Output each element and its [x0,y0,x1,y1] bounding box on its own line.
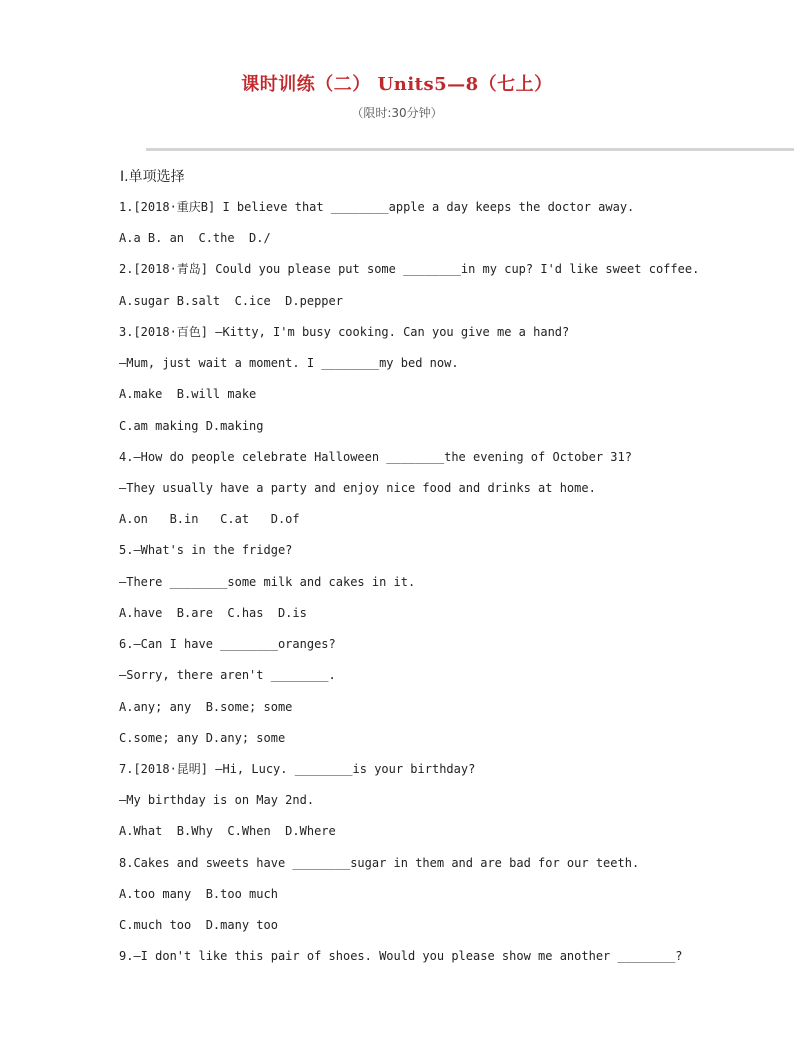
question-7-reply: —My birthday is on May 2nd. [119,793,315,808]
question-3: 3.[2018·百色] —Kitty, I'm busy cooking. Can you give me a hand? [119,324,570,339]
question-3-options-ab: A.make B.will make [119,387,257,402]
header-divider [146,148,794,151]
question-3-reply: —Mum, just wait a moment. I ________my bed now. [119,356,459,371]
question-6-reply: —Sorry, there aren't ________. [119,668,336,683]
question-5: 5.—What's in the fridge? [119,543,293,558]
question-8: 8.Cakes and sweets have ________sugar in them and are bad for our teeth. [119,855,640,870]
question-list [119,200,769,980]
question-1-options: A.a B. an C.the D./ [119,231,271,246]
question-5-reply: —There ________some milk and cakes in it. [119,574,416,589]
question-8-options-cd: C.much too D.many too [119,918,278,933]
question-7: 7.[2018·昆明] —Hi, Lucy. ________is your birthday? [119,761,476,776]
question-1: 1.[2018·重庆B] I believe that ________apple a day keeps the doctor away. [119,200,635,214]
question-8-options-ab: A.too many B.too much [119,886,278,901]
section-heading: Ⅰ.单项选择 [120,169,185,185]
question-4-options: A.on B.in C.at D.of [119,512,300,527]
question-5-options: A.have B.are C.has D.is [119,605,307,620]
question-6-options-cd: C.some; any D.any; some [119,730,286,745]
question-7-options: A.What B.Why C.When D.Where [119,824,336,839]
question-6-options-ab: A.any; any B.some; some [119,699,293,714]
time-limit: （限时:30分钟） [351,106,443,120]
question-2-options: A.sugar B.salt C.ice D.pepper [119,293,343,308]
question-3-options-cd: C.am making D.making [119,418,264,433]
question-2: 2.[2018·青岛] Could you please put some ________in my cup? I'd like sweet coffee. [119,262,700,277]
question-4-reply: —They usually have a party and enjoy nice food and drinks at home. [119,480,596,495]
question-9: 9.—I don't like this pair of shoes. Would you please show me another ________? [119,949,683,964]
question-6: 6.—Can I have ________oranges? [119,637,336,652]
page-title: 课时训练（二） Units5—8（七上） [241,74,553,95]
question-4: 4.—How do people celebrate Halloween ________the evening of October 31? [119,449,632,464]
